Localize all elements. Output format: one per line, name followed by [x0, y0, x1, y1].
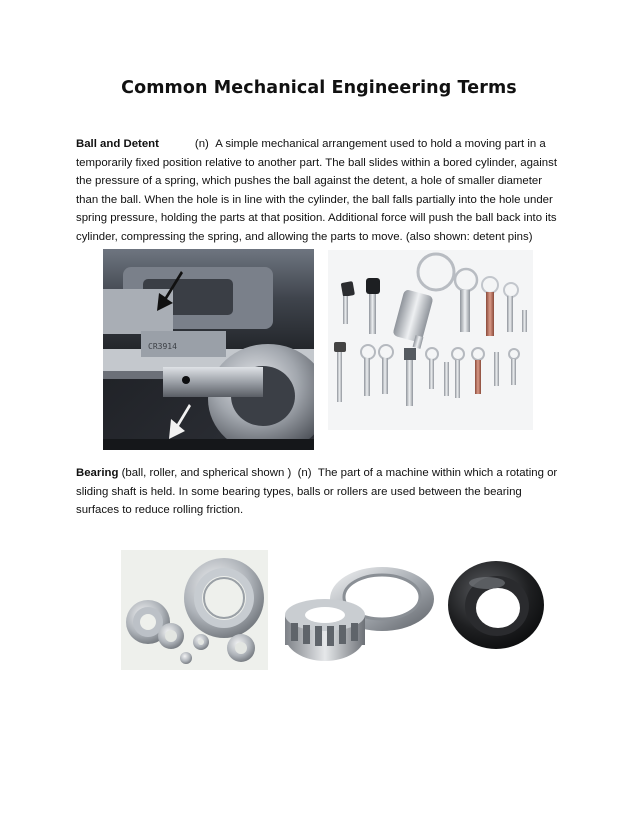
term-bearing: Bearing	[76, 467, 119, 479]
detent-pins-photo	[328, 250, 533, 430]
tapered-roller-bearing-photo	[277, 557, 440, 675]
part-of-speech: (n)	[194, 138, 209, 150]
entry-ball-and-detent	[76, 135, 566, 247]
spherical-bearing-photo	[441, 553, 551, 658]
bearing-qualifier: (ball, roller, and spherical shown )	[121, 467, 292, 479]
definition-bearing: The part of a machine within which a rotating or sliding shaft is held. In some bearing types, balls or rollers are used between the bearing surfaces to reduce rolling friction.	[76, 467, 558, 517]
serial-number-text: CR3914	[148, 342, 177, 351]
definition-ball-and-detent: A simple mechanical arrangement used to hold a moving part in a temporarily fixed position relative to another part. The ball slides within a bored cylinder, against the pressure of a spring, which pushes the ball against the detent, a hole of smaller diameter than the ball. When the hole is in line with the cylinder, the ball falls partially into the hole under spring pressure, holding the parts at that position. Additional force will push the ball back into its cylinder, compressing the spring, and allowing the parts to move. (also shown: detent pins)	[76, 138, 557, 243]
page-title: Common Mechanical Engineering Terms	[121, 78, 517, 98]
part-of-speech: (n)	[297, 467, 312, 479]
ball-bearings-photo	[121, 550, 268, 670]
term-ball-and-detent: Ball and Detent	[76, 138, 159, 150]
revolver-cylinder-detent-photo	[103, 249, 314, 450]
entry-bearing	[76, 464, 566, 520]
